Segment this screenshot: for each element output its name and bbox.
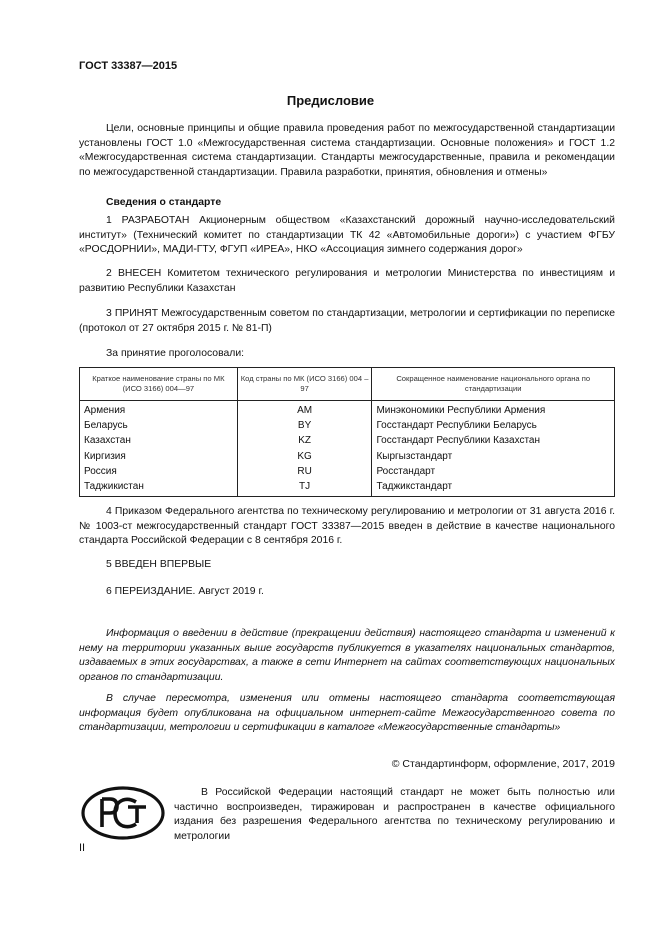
- copyright-notice: В Российской Федерации настоящий стандарт не может быть полностью или частично воспроизведен, тиражирован и распространен в качестве официального издания без разрешения Федерального агентства по техническому регулированию и метрологии: [174, 787, 615, 842]
- cell-body: Кыргызстандарт: [372, 449, 615, 464]
- cell-country: Таджикистан: [80, 479, 238, 497]
- cell-code: KZ: [237, 433, 372, 448]
- item-order: 4 Приказом Федерального агентства по техническому регулированию и метрологии от 31 августа 2016 г. № 1003-ст межгосударственный стандарт ГОСТ 33387—2015 введен в действие в качестве национального стандарта Российской Федерации с 8 сентября 2016 г.: [79, 506, 615, 547]
- rst-logo-icon: [80, 785, 166, 841]
- cell-body: Таджикстандарт: [372, 479, 615, 497]
- column-header-country: Краткое наименование страны по МК (ИСО 3166) 004—97: [80, 368, 238, 401]
- cell-body: Госстандарт Республики Казахстан: [372, 433, 615, 448]
- cell-body: Минэкономики Республики Армения: [372, 401, 615, 419]
- column-header-code: Код страны по МК (ИСО 3166) 004 – 97: [237, 368, 372, 401]
- item-reissue: 6 ПЕРЕИЗДАНИЕ. Август 2019 г.: [106, 586, 264, 597]
- cell-code: KG: [237, 449, 372, 464]
- table-row: [80, 464, 615, 479]
- cell-body: Госстандарт Республики Беларусь: [372, 418, 615, 433]
- cell-code: RU: [237, 464, 372, 479]
- item-introduced: 2 ВНЕСЕН Комитетом технического регулирования и метрологии Министерства по инвестициям и развитию Республики Казахстан: [79, 268, 615, 294]
- intro-paragraph: Цели, основные принципы и общие правила проведения работ по межгосударственной стандартизации установлены ГОСТ 1.0 «Межгосударственная система стандартизации. Основные положения» и ГОСТ 1.2 «Межгосударственная система стандартизации. Стандарты межгосударственные, правила и рекомендации по межгосударственной стандартизации. Правила разработки, принятия, обновления и отмены»: [79, 123, 615, 178]
- cell-body: Росстандарт: [372, 464, 615, 479]
- info-paragraph-1: Информация о введении в действие (прекращении действия) настоящего стандарта и изменений к нему на территории указанных выше государств публикуется в указателях национальных стандартов, издаваемых в этих государствах, а также в сети Интернет на сайтах соответствующих национальных органов по стандартизации.: [79, 628, 615, 683]
- cell-country: Россия: [80, 464, 238, 479]
- table-row: [80, 418, 615, 433]
- table-header-row: [80, 368, 615, 401]
- cell-country: Армения: [80, 401, 238, 419]
- cell-country: Беларусь: [80, 418, 238, 433]
- page-title: Предисловие: [286, 93, 375, 108]
- cell-code: BY: [237, 418, 372, 433]
- cell-code: TJ: [237, 479, 372, 497]
- item-developed: 1 РАЗРАБОТАН Акционерным обществом «Казахстанский дорожный научно-исследовательский институт» (Технический комитет по стандартизации ТК 42 «Автомобильные дороги») с участием ФГБУ «РОСДОРНИИ», МАДИ-ГТУ, ФГУП «ИРЕА», НКО «Ассоциация зимнего содержания дорог»: [79, 215, 615, 256]
- column-header-body: Сокращенное наименование национального органа по стандартизации: [372, 368, 615, 401]
- item-first-time: 5 ВВЕДЕН ВПЕРВЫЕ: [106, 559, 212, 570]
- page-number: II: [79, 842, 86, 854]
- cell-country: Казахстан: [80, 433, 238, 448]
- voting-table: [79, 367, 615, 497]
- cell-code: AM: [237, 401, 372, 419]
- cell-country: Киргизия: [80, 449, 238, 464]
- table-row: [80, 479, 615, 497]
- table-row: [80, 449, 615, 464]
- item-adopted: 3 ПРИНЯТ Межгосударственным советом по стандартизации, метрологии и сертификации по переписке (протокол от 27 октября 2015 г. № 81-П): [79, 308, 615, 334]
- copyright-line: © Стандартинформ, оформление, 2017, 2019: [391, 758, 615, 770]
- section-heading: Сведения о стандарте: [106, 197, 222, 208]
- table-row: [80, 433, 615, 448]
- table-row: [80, 401, 615, 419]
- voted-label: За принятие проголосовали:: [106, 348, 245, 359]
- document-code: ГОСТ 33387—2015: [79, 60, 178, 72]
- info-paragraph-2: В случае пересмотра, изменения или отмены настоящего стандарта соответствующая информация будет опубликована на официальном интернет-сайте Межгосударственного совета по стандартизации, метрологии и сертификации в каталоге «Межгосударственные стандарты»: [79, 693, 615, 734]
